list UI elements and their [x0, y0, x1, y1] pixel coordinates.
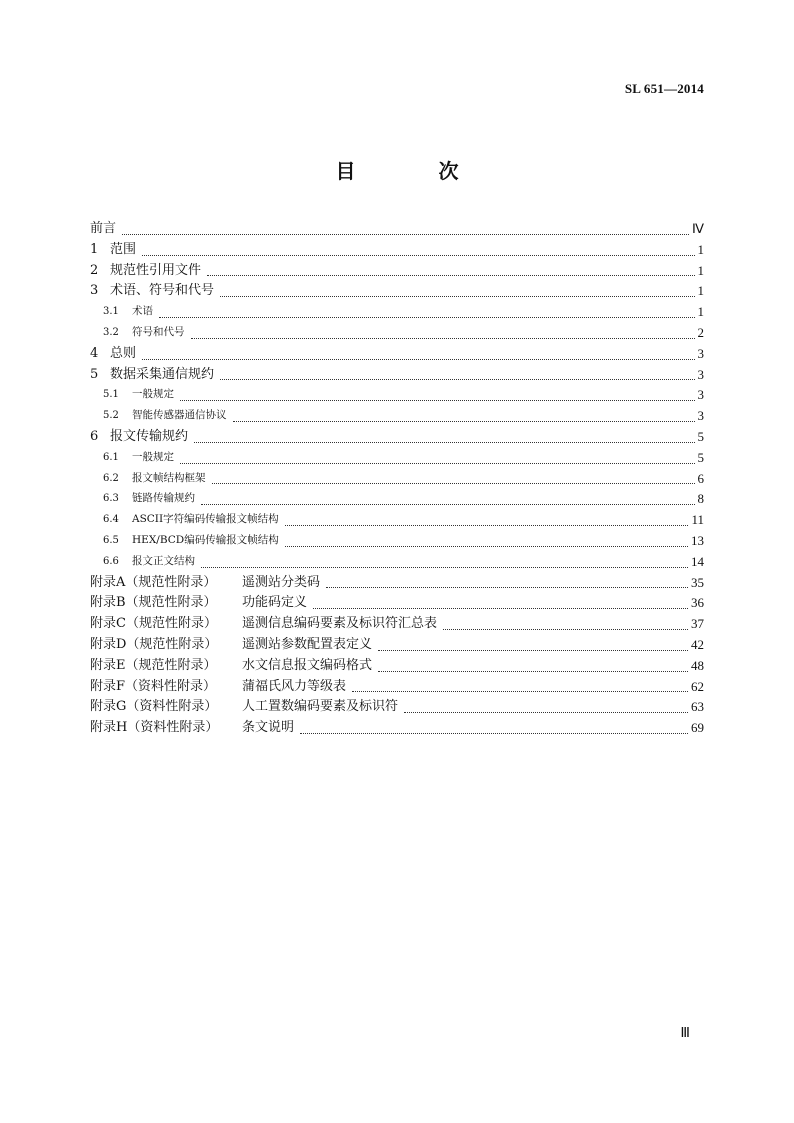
- toc-entry-page: 1: [697, 304, 704, 320]
- toc-entry-number: 3: [90, 283, 99, 299]
- toc-entry-number: 4: [90, 345, 99, 361]
- toc-leader-dots: [233, 421, 695, 422]
- toc-entry-label: 遥测站参数配置表定义: [242, 636, 373, 652]
- toc-entry-number: 5.2: [103, 410, 119, 422]
- toc-entry-number: 6: [90, 428, 99, 444]
- toc-entry-number: 5.1: [103, 389, 119, 401]
- toc-entry-title: [103, 509, 279, 531]
- toc-entry-label: 遥测站分类码: [242, 574, 321, 590]
- toc-entry-page: 6: [697, 470, 704, 486]
- toc-entry-title: [103, 447, 174, 469]
- toc-entry-number: 5: [90, 366, 99, 382]
- toc-entry[interactable]: [90, 240, 704, 261]
- toc-entry-page: 1: [697, 241, 704, 257]
- toc-entry[interactable]: [90, 718, 704, 739]
- toc-entry-number: 附录F（资料性附录）: [90, 678, 217, 694]
- toc-entry-label: 功能码定义: [242, 595, 308, 611]
- toc-leader-dots: [180, 400, 695, 401]
- toc-leader-dots: [142, 255, 694, 256]
- toc-entry[interactable]: [90, 469, 704, 490]
- toc-entry-label: 数据采集通信规约: [110, 366, 215, 382]
- toc-entry-label: 智能传感器通信协议: [132, 409, 227, 422]
- toc-entry[interactable]: [90, 365, 704, 386]
- toc-entry[interactable]: [90, 677, 704, 698]
- toc-entry-page: 3: [697, 345, 704, 361]
- toc-entry-page: Ⅳ: [692, 221, 704, 236]
- toc-entry-label: 报文传输规约: [110, 428, 189, 444]
- toc-entry-title: [90, 365, 214, 386]
- toc-entry-page: 1: [697, 262, 704, 278]
- toc-entry-title: [90, 697, 398, 718]
- toc-entry-label: 一般规定: [132, 450, 174, 463]
- toc-entry-label: 一般规定: [132, 388, 174, 401]
- toc-entry-label: 条文说明: [242, 720, 295, 736]
- toc-leader-dots: [220, 296, 694, 297]
- toc-entry-page: 48: [691, 657, 704, 673]
- toc-entry-title: [90, 427, 188, 448]
- toc-entry-number: 6.4: [103, 514, 119, 526]
- toc-leader-dots: [159, 317, 695, 318]
- toc-leader-dots: [326, 587, 688, 588]
- toc-entry-title: [90, 344, 136, 365]
- toc-leader-dots: [194, 442, 694, 443]
- toc-leader-dots: [180, 463, 695, 464]
- toc-leader-dots: [378, 650, 688, 651]
- toc-entry-number: 附录H（资料性附录）: [90, 720, 219, 736]
- toc-entry-label: HEX/BCD编码传输报文帧结构: [132, 533, 279, 546]
- toc-entry-number: 6.3: [103, 493, 119, 505]
- toc-entry[interactable]: [90, 656, 704, 677]
- toc-leader-dots: [207, 275, 694, 276]
- toc-entry[interactable]: [90, 427, 704, 448]
- toc-entry-label: 规范性引用文件: [110, 262, 202, 278]
- toc-entry-title: [90, 718, 294, 739]
- toc-entry-title: [103, 468, 206, 490]
- toc-entry[interactable]: [90, 344, 704, 365]
- toc-entry-label: 术语: [132, 305, 153, 318]
- toc-entry[interactable]: [90, 448, 704, 469]
- toc-leader-dots: [220, 379, 694, 380]
- toc-entry-title: [90, 219, 116, 240]
- toc-entry[interactable]: [90, 531, 704, 552]
- toc-entry-number: 6.1: [103, 451, 119, 463]
- toc-entry[interactable]: [90, 406, 704, 427]
- toc-entry-page: 36: [691, 595, 704, 611]
- toc-leader-dots: [404, 712, 688, 713]
- toc-entry[interactable]: [90, 593, 704, 614]
- toc-entry-page: 37: [691, 616, 704, 632]
- toc-leader-dots: [201, 567, 688, 568]
- toc-leader-dots: [313, 608, 688, 609]
- toc-entry-title: [90, 573, 320, 594]
- toc-entry-page: 2: [697, 324, 704, 340]
- toc-leader-dots: [300, 733, 688, 734]
- toc-entry-label: 蒲福氏风力等级表: [242, 678, 347, 694]
- toc-entry-title: [90, 614, 437, 635]
- toc-entry-label: 报文正文结构: [132, 554, 195, 567]
- toc-entry-number: 附录C（规范性附录）: [90, 616, 217, 632]
- toc-entry-title: [103, 488, 195, 510]
- toc-entry[interactable]: [90, 219, 704, 240]
- toc-entry-title: [103, 322, 185, 344]
- toc-entry-title: [103, 530, 279, 552]
- toc-entry-page: 3: [697, 408, 704, 424]
- toc-entry-page: 63: [691, 699, 704, 715]
- toc-leader-dots: [201, 504, 695, 505]
- toc-entry[interactable]: [90, 281, 704, 302]
- toc-entry[interactable]: [90, 489, 704, 510]
- toc-entry-number: 附录B（规范性附录）: [90, 595, 217, 611]
- toc-entry-title: [103, 301, 153, 323]
- toc-entry-page: 35: [691, 574, 704, 590]
- toc-entry-number: 6.6: [103, 555, 119, 567]
- toc-entry[interactable]: [90, 614, 704, 635]
- toc-leader-dots: [378, 671, 688, 672]
- toc-entry-label: 前言: [90, 221, 117, 236]
- toc-entry-number: 3.2: [103, 326, 119, 338]
- toc-entry-page: 11: [691, 512, 704, 528]
- toc-entry-page: 3: [697, 366, 704, 382]
- toc-entry-page: 69: [691, 720, 704, 736]
- page-number: Ⅲ: [680, 1026, 690, 1041]
- toc-entry-label: 人工置数编码要素及标识符: [242, 699, 399, 715]
- toc-entry-label: 术语、符号和代号: [110, 283, 215, 299]
- toc-entry[interactable]: [90, 261, 704, 282]
- toc-entry-title: [90, 677, 346, 698]
- toc-entry-page: 5: [697, 428, 704, 444]
- toc-entry-title: [90, 635, 372, 656]
- toc-leader-dots: [142, 359, 694, 360]
- toc-entry-page: 42: [691, 636, 704, 652]
- toc-entry-number: 附录D（规范性附录）: [90, 636, 218, 652]
- toc-entry-title: [103, 405, 227, 427]
- toc-leader-dots: [285, 546, 688, 547]
- toc-entry-label: 报文帧结构框架: [132, 471, 206, 484]
- toc-entry-page: 3: [697, 387, 704, 403]
- toc-entry-number: 6.2: [103, 472, 119, 484]
- toc-entry-title: [90, 240, 136, 261]
- standard-code: SL 651—2014: [624, 81, 704, 96]
- toc-leader-dots: [285, 525, 689, 526]
- toc-entry-label: 总则: [110, 345, 137, 361]
- toc-entry-title: [103, 551, 195, 573]
- toc-leader-dots: [191, 338, 695, 339]
- toc-entry-title: [90, 656, 372, 677]
- toc-entry-title: [103, 384, 174, 406]
- toc-entry-page: 14: [691, 553, 704, 569]
- toc-entry[interactable]: [90, 573, 704, 594]
- toc-entry-title: [90, 593, 307, 614]
- toc-entry-page: 13: [691, 532, 704, 548]
- toc-entry-label: 范围: [110, 241, 137, 257]
- toc-entry-number: 附录A（规范性附录）: [90, 574, 217, 590]
- table-of-contents: [90, 219, 704, 739]
- toc-entry-label: 符号和代号: [132, 325, 185, 338]
- toc-entry-number: 2: [90, 262, 99, 278]
- toc-entry-number: 附录E（规范性附录）: [90, 657, 217, 673]
- toc-entry-page: 62: [691, 678, 704, 694]
- toc-entry[interactable]: [90, 697, 704, 718]
- toc-entry-label: ASCII字符编码传输报文帧结构: [132, 513, 279, 526]
- toc-leader-dots: [443, 629, 688, 630]
- toc-entry-number: 6.5: [103, 534, 119, 546]
- toc-entry-title: [90, 281, 214, 302]
- toc-entry[interactable]: [90, 302, 704, 323]
- toc-entry[interactable]: [90, 552, 704, 573]
- toc-entry-number: 1: [90, 241, 99, 257]
- toc-entry[interactable]: [90, 510, 704, 531]
- toc-entry[interactable]: [90, 635, 704, 656]
- page-title: 目 次: [335, 159, 497, 183]
- toc-leader-dots: [212, 483, 695, 484]
- toc-entry-page: 1: [697, 283, 704, 299]
- toc-leader-dots: [122, 234, 689, 235]
- toc-leader-dots: [352, 691, 688, 692]
- toc-entry-label: 遥测信息编码要素及标识符汇总表: [242, 616, 438, 632]
- toc-entry-title: [90, 261, 201, 282]
- toc-entry[interactable]: [90, 385, 704, 406]
- toc-entry-page: 5: [697, 449, 704, 465]
- toc-entry-number: 附录G（资料性附录）: [90, 699, 218, 715]
- toc-entry-page: 8: [697, 491, 704, 507]
- toc-entry-label: 水文信息报文编码格式: [242, 657, 373, 673]
- toc-entry[interactable]: [90, 323, 704, 344]
- toc-entry-label: 链路传输规约: [132, 492, 195, 505]
- toc-entry-number: 3.1: [103, 306, 119, 318]
